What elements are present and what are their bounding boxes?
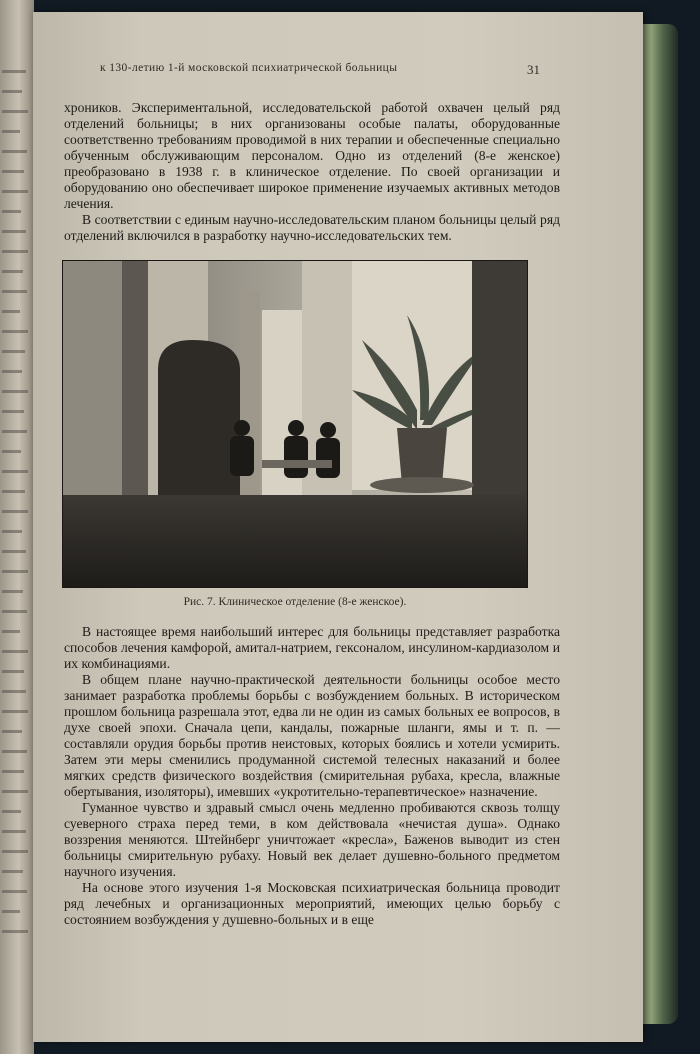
paragraph: В настоящее время наибольший интерес для больницы представляет разработка способов лечения камфорой, амитал-натрием, гексоналом, инсулином-кардиазолом и их комбинациями. (64, 624, 560, 671)
book-cover-edge (640, 24, 678, 1024)
figure-photo (62, 260, 528, 588)
page-number: 31 (527, 62, 540, 77)
paragraph: хроников. Экспериментальной, исследовательской работой охвачен целый ряд отделений больницы; в них организованы особые палаты, оборудованные соответственно требованиям проводимой в них терапии и обеспеченные специально обученным обслуживающим персоналом. Одно из отделений (8-е женское) преобразовано в 1938 г. в клиническое отделение. По своей организации и оборудованию оно обеспечивает широкое применение изучаемых активных методов лечения. (64, 100, 560, 211)
left-page-edge (0, 0, 34, 1054)
paragraph: Гуманное чувство и здравый смысл очень медленно пробиваются сквозь толщу суеверного страха перед теми, в ком действовала «нечистая душа». Однако воззрения меняются. Штейнберг уничтожает «кресла», Баженов выводит из стен больницы смирительную рубаху. Новый век делает душевно-больного предметом научного изучения. (64, 800, 560, 879)
paragraph: На основе этого изучения 1-я Московская психиатрическая больница проводит ряд лечебных и организационных мероприятий, имеющих целью борьбу с состоянием возбуждения у душевно-больных и в еще (64, 880, 560, 927)
figure-caption: Рис. 7. Клиническое отделение (8-е женское). (183, 596, 407, 608)
text-block-bottom (64, 624, 560, 928)
page-header (100, 62, 540, 86)
running-head: к 130-летию 1-й московской психиатрической больницы (100, 62, 398, 74)
paragraph: В соответствии с единым научно-исследовательским планом больницы целый ряд отделений включился в разработку научно-исследовательских тем. (64, 212, 560, 243)
text-block-top (64, 100, 560, 244)
paragraph: В общем плане научно-практической деятельности больницы особое место занимает разработка проблемы борьбы с возбуждением больных. В историческом прошлом больница разрешала этот, едва ли не один из самых больных ее вопросов, в духе своей эпохи. Сначала цепи, кандалы, пожарные шланги, ямы и т. п. — составляли орудия борьбы против неистовых, которых боялись и хотели усмирить. Затем эти меры сменились продуманной системой телесных наказаний и более мягких средств физического воздействия (смирительная рубаха, кресла, влажные обертывания, изоляторы), имевших «укротительно-терапевтическое» назначение. (64, 672, 560, 799)
